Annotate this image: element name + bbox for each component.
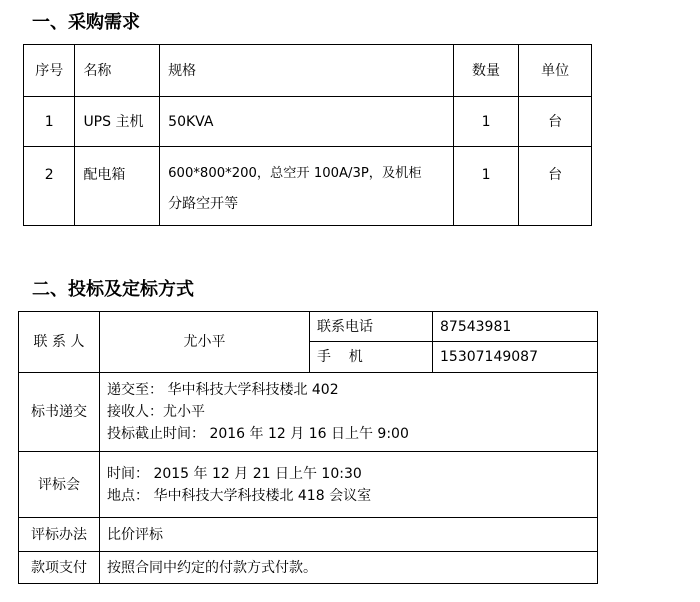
evaluation-details: [100, 452, 598, 518]
evaluation-row: [19, 452, 598, 518]
mobile-value: 15307149087: [433, 342, 598, 373]
header-unit: 单位: [519, 45, 592, 97]
submission-label: 标书递交: [19, 373, 100, 452]
payment-value: 按照合同中约定的付款方式付款。: [100, 552, 598, 584]
row-name: UPS 主机: [75, 97, 160, 147]
header-spec: 规格: [160, 45, 454, 97]
contact-row: [19, 312, 598, 342]
row-no: 2: [24, 147, 75, 226]
evaluation-line: 地点： 华中科技大学科技楼北 418 会议室: [107, 487, 372, 504]
contact-name: 尤小平: [100, 312, 310, 373]
procurement-table: [23, 44, 592, 226]
evaluation-line: 时间： 2015 年 12 月 21 日上午 10:30: [107, 465, 362, 482]
submission-line: 投标截止时间： 2016 年 12 月 16 日上午 9:00: [107, 426, 409, 442]
row-unit: 台: [519, 97, 592, 147]
payment-row: [19, 552, 598, 584]
row-qty: 1: [453, 97, 519, 147]
phone-value: 87543981: [433, 312, 598, 342]
submission-line: 递交至： 华中科技大学科技楼北 402: [107, 382, 339, 398]
method-row: [19, 518, 598, 552]
row-spec: [160, 147, 454, 226]
phone-label: 联系电话: [310, 312, 433, 342]
row-unit: 台: [519, 147, 592, 226]
spec-line: 分路空开等: [168, 196, 239, 212]
row-spec: 50KVA: [160, 97, 454, 147]
method-value: 比价评标: [100, 518, 598, 552]
payment-label: 款项支付: [19, 552, 100, 584]
header-no: 序号: [24, 45, 75, 97]
row-no: 1: [24, 97, 75, 147]
table-row: [24, 97, 592, 147]
table-header-row: [24, 45, 592, 97]
submission-details: [100, 373, 598, 452]
row-qty: 1: [453, 147, 519, 226]
bidding-table: [18, 311, 598, 584]
section1-title: 一、采购需求: [32, 12, 140, 33]
mobile-label: 手 机: [310, 342, 433, 373]
contact-label: 联 系 人: [19, 312, 100, 373]
section2-title: 二、投标及定标方式: [32, 279, 194, 300]
method-label: 评标办法: [19, 518, 100, 552]
submission-row: [19, 373, 598, 452]
table-row: [24, 147, 592, 226]
header-name: 名称: [75, 45, 160, 97]
header-qty: 数量: [453, 45, 519, 97]
evaluation-label: 评标会: [19, 452, 100, 518]
submission-line: 接收人：尤小平: [107, 404, 205, 420]
spec-line: 600*800*200，总空开 100A/3P，及机柜: [168, 166, 422, 181]
row-name: 配电箱: [75, 147, 160, 226]
